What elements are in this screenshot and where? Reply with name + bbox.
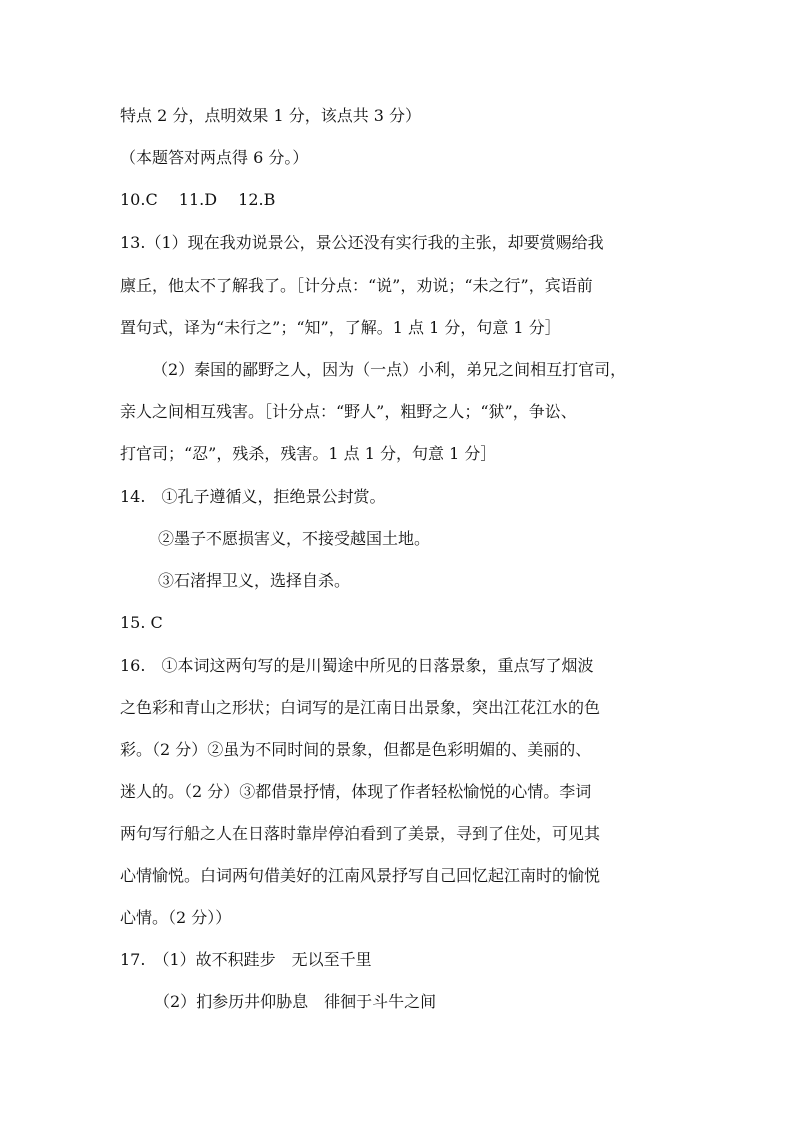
- answer-line: 迷人的。（2 分）③都借景抒情，体现了作者轻松愉悦的心情。李词: [120, 782, 592, 801]
- answer-line: （本题答对两点得 6 分。）: [120, 148, 309, 167]
- answer-line: （2）扪参历井仰胁息 徘徊于斗牛之间: [154, 992, 437, 1011]
- answer-line: 廪丘，他太不了解我了。［计分点：“说”，劝说；“未之行”，宾语前: [120, 276, 593, 295]
- answer-line: 之色彩和青山之形状；白词写的是江南日出景象，突出江花江水的色: [120, 698, 601, 717]
- answer-line: ③石渚捍卫义，选择自杀。: [158, 571, 351, 590]
- answer-line: 心情。（2 分））: [120, 908, 232, 927]
- answer-line: 亲人之间相互残害。［计分点：“野人”，粗野之人；“狱”，争讼、: [120, 402, 577, 421]
- answer-line: 10.C 11.D 12.B: [120, 190, 276, 209]
- answer-line: 置句式，译为“未行之”；“知”，了解。1 点 1 分，句意 1 分］: [120, 318, 561, 337]
- answer-line: 14. ①孔子遵循义，拒绝景公封赏。: [120, 487, 386, 506]
- answer-line: 17. （1）故不积跬步 无以至千里: [120, 950, 372, 969]
- answer-line: 13.（1）现在我劝说景公，景公还没有实行我的主张，却要赏赐给我: [120, 233, 604, 252]
- answer-line: 16. ①本词这两句写的是川蜀途中所见的日落景象，重点写了烟波: [120, 656, 594, 675]
- answer-line: 15. C: [120, 613, 163, 632]
- answer-line: 特点 2 分，点明效果 1 分，该点共 3 分）: [120, 106, 422, 125]
- answer-line: （2）秦国的鄙野之人，因为（一点）小利，弟兄之间相互打官司，: [152, 360, 627, 379]
- answer-line: 打官司；“忍”，残杀，残害。1 点 1 分，句意 1 分］: [120, 444, 497, 463]
- answer-line: 心情愉悦。白词两句借美好的江南风景抒写自己回忆起江南时的愉悦: [120, 866, 601, 885]
- answer-line: 彩。（2 分）②虽为不同时间的景象，但都是色彩明媚的、美丽的、: [120, 740, 592, 759]
- answer-line: ②墨子不愿损害义，不接受越国土地。: [158, 529, 431, 548]
- answer-line: 两句写行船之人在日落时靠岸停泊看到了美景，寻到了住处，可见其: [120, 824, 601, 843]
